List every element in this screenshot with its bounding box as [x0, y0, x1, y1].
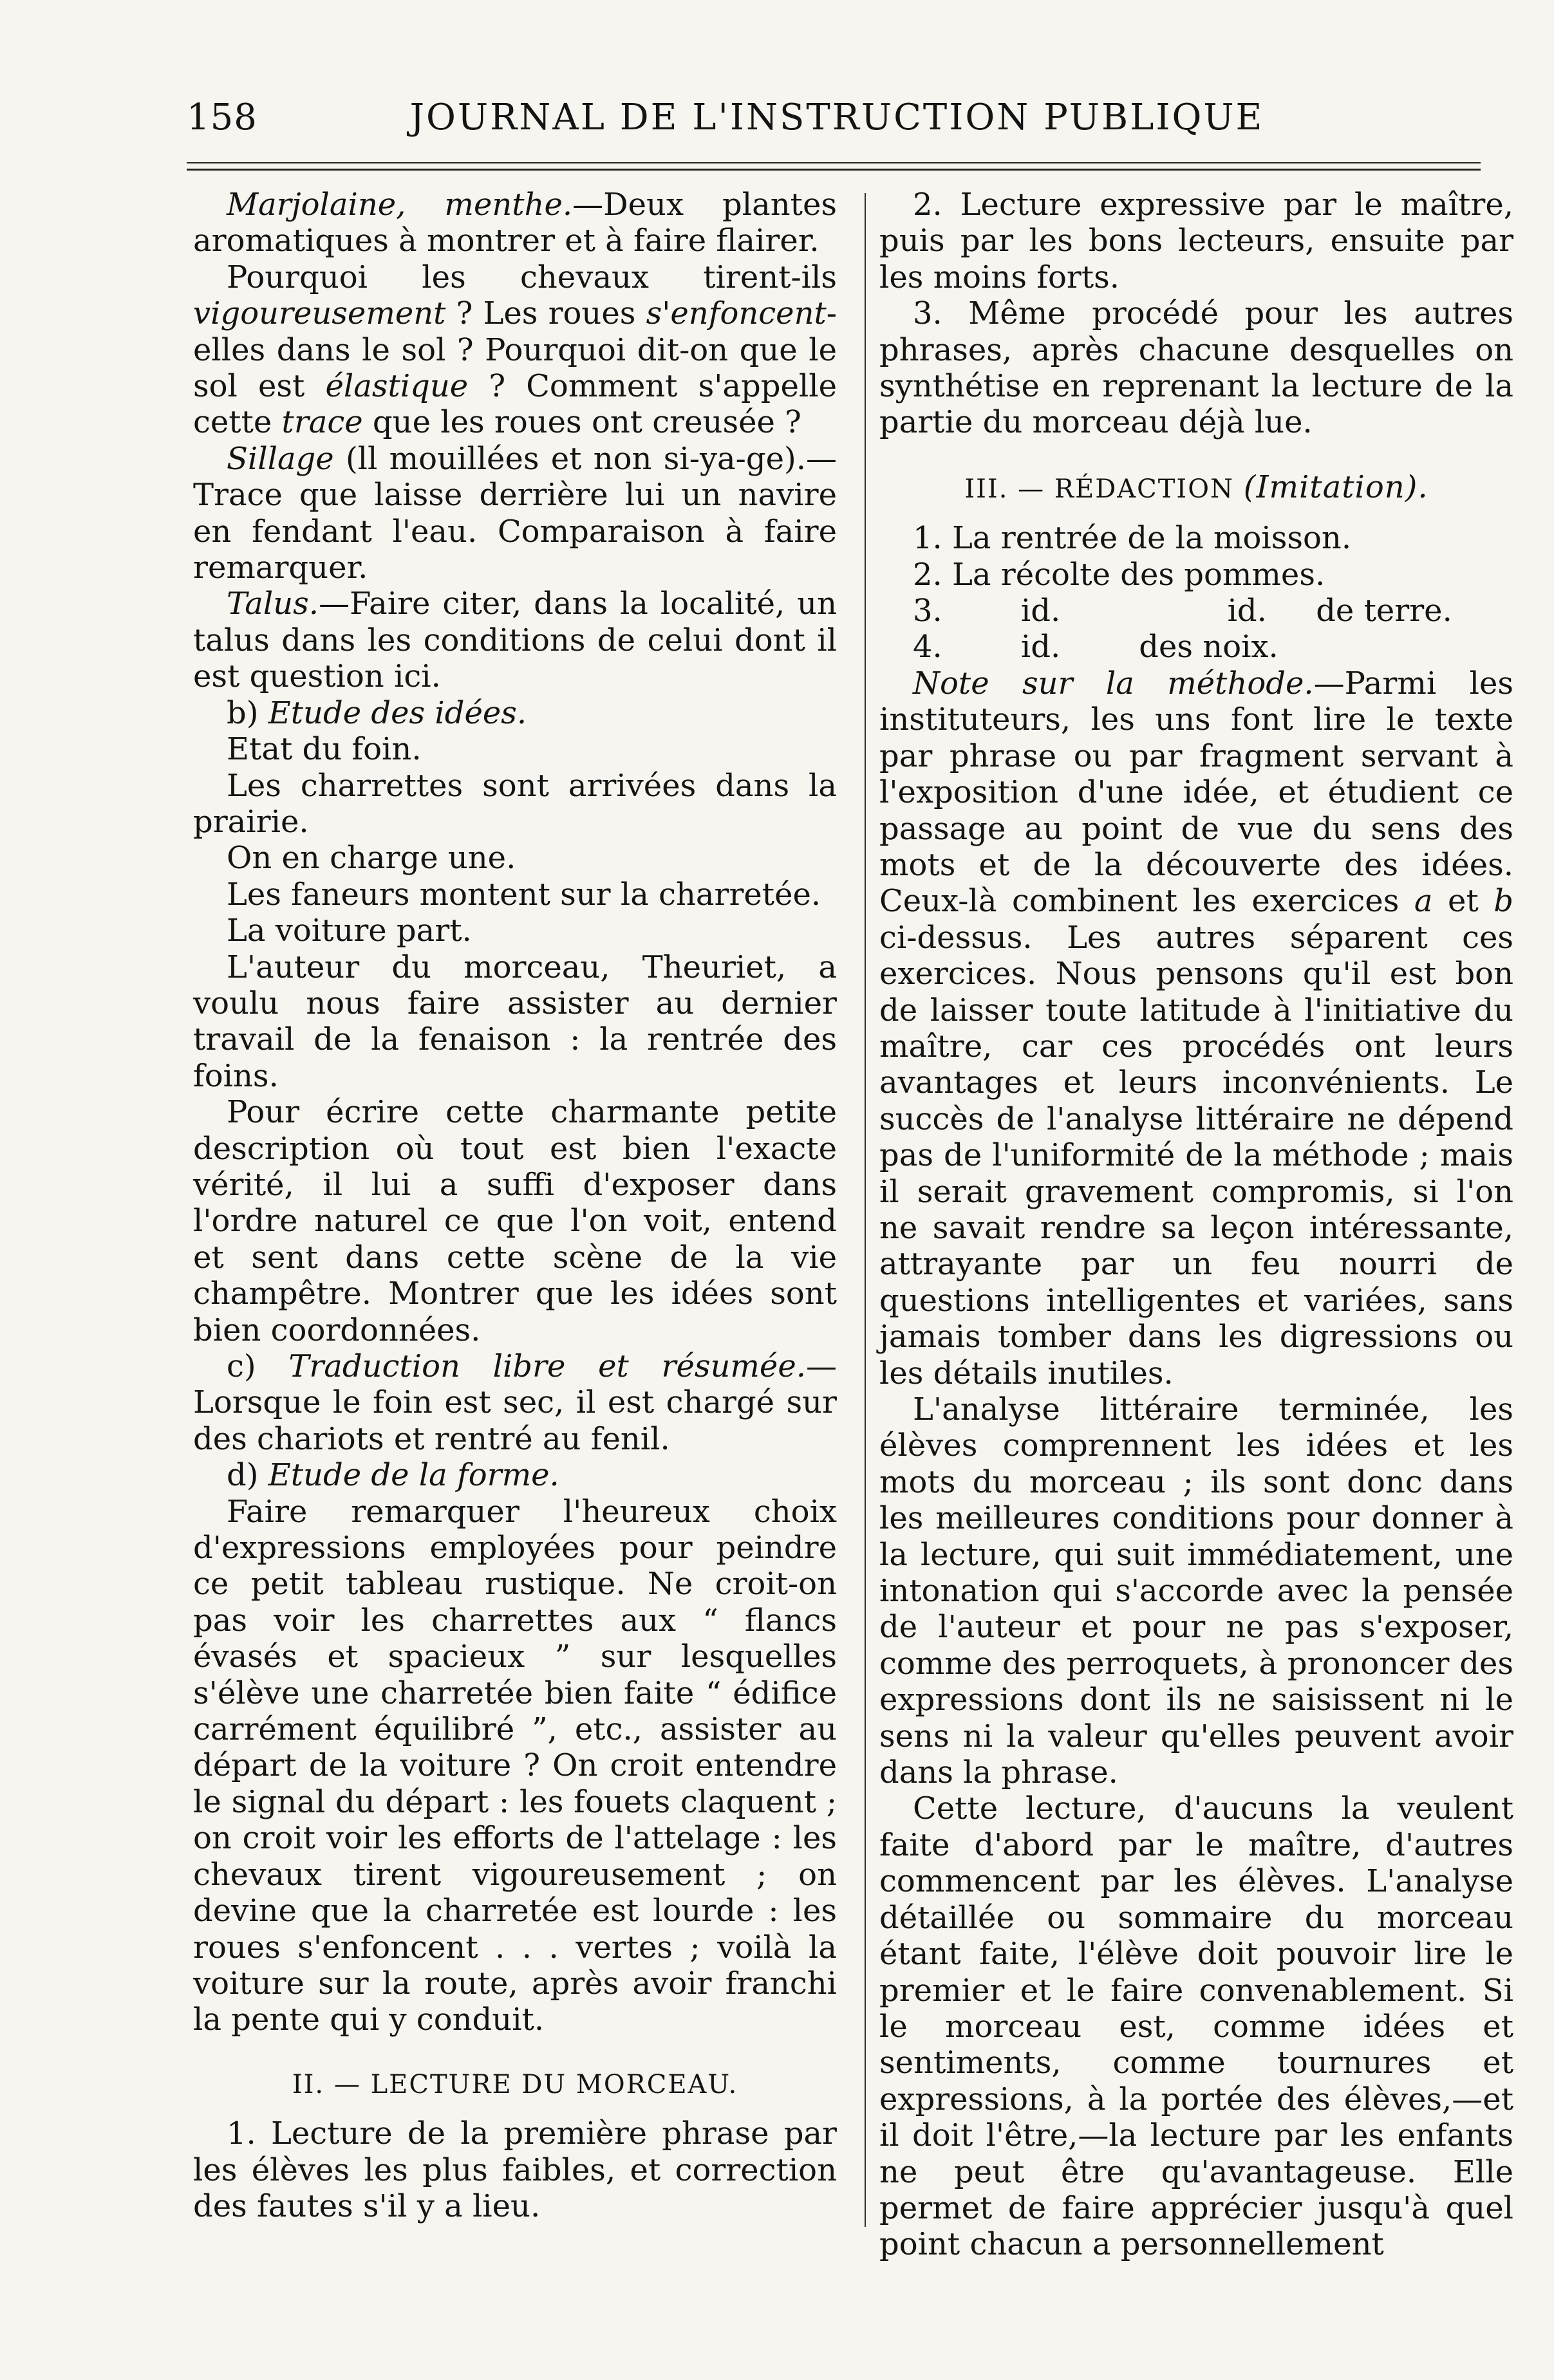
paragraph-analyse: L'analyse littéraire terminée, les élèves comprennent les idées et les mots du morceau ; ils sont donc dans les meilleures conditions pour donner à la lecture, qui suit immédiatement, une intonation qui s'accorde avec la pensée de l'auteur et pour ne pas s'exposer, comme des perroquets, à prononcer des expressions dont ils ne saisissent ni le sens ni la valeur qu'elles peuvent avoir dans la phrase.: [879, 1391, 1513, 1791]
paragraph-sillage: Sillage (ll mouillées et non si-ya-ge).—Trace que laisse derrière lui un navire en fendant l'eau. Comparaison à faire remarquer.: [193, 440, 837, 586]
paragraph-talus: Talus.—Faire citer, dans la localité, un talus dans les conditions de celui dont il est question ici.: [193, 586, 837, 695]
heading-redaction: III. — RÉDACTION (Imitation).: [964, 469, 1428, 505]
list-item: 3. id. id. de terre.: [913, 593, 1452, 629]
header-rule: [187, 162, 1481, 163]
page-number: 158: [187, 97, 257, 138]
subsection-d: d) Etude de la forme.: [227, 1457, 559, 1494]
list-item: 1. La rentrée de la moisson.: [913, 520, 1352, 557]
paragraph-lecture-2: 2. Lecture expressive par le maître, puis par les bons lecteurs, ensuite par les moins forts.: [879, 187, 1513, 295]
column-separator: [865, 193, 866, 2227]
header-rule-thick: [187, 169, 1481, 171]
heading-lecture: II. — LECTURE DU MORCEAU.: [292, 2069, 738, 2099]
list-item: 2. La récolte des pommes.: [913, 556, 1325, 593]
paragraph-questions: Pourquoi les chevaux tirent-ils vigoureusement ? Les roues s'enfoncent-elles dans le sol ? Pourquoi dit-on que le sol est élastique ? Comment s'appelle cette trace que les roues ont creusée ?: [193, 259, 837, 441]
paragraph-description: Pour écrire cette charmante petite description où tout est bien l'exacte vérité, il lui a suffi d'exposer dans l'ordre naturel ce que l'on voit, entend et sent dans cette scène de la vie champêtre. Montrer que les idées sont bien coordonnées.: [193, 1094, 837, 1348]
paragraph-lecture-1: 1. Lecture de la première phrase par les élèves les plus faibles, et correction des fautes s'il y a lieu.: [193, 2115, 837, 2224]
idea-2: Les charrettes sont arrivées dans la prairie.: [193, 767, 837, 840]
idea-5: La voiture part.: [227, 913, 472, 949]
list-item: 4. id. des noix.: [913, 629, 1278, 665]
right-column: [879, 187, 1513, 2263]
paragraph-lecture-3: 3. Même procédé pour les autres phrases, après chacune desquelles on synthétise en reprenant la lecture de la partie du morceau déjà lue.: [879, 295, 1513, 441]
subsection-b: b) Etude des idées.: [227, 694, 527, 731]
idea-4: Les faneurs montent sur la charretée.: [227, 876, 821, 913]
paragraph-cette-lecture: Cette lecture, d'aucuns la veulent faite d'abord par le maître, d'autres commencent par les élèves. L'analyse détaillée ou sommaire du morceau étant faite, l'élève doit pouvoir lire le premier et le faire convenablement. Si le morceau est, comme idées et sentiments, comme tournures et expressions, à la portée des élèves,—et il doit l'être,—la lecture par les enfants ne peut être qu'avantageuse. Elle permet de faire apprécier jusqu'à quel point chacun a personnellement: [879, 1790, 1513, 2263]
paragraph-note-methode: Note sur la méthode.—Parmi les instituteurs, les uns font lire le texte par phrase ou par fragment servant à l'exposition d'une idée, et étudient ce passage au point de vue du sens des mots et de la découverte des idées. Ceux-là combinent les exercices a et b ci-dessus. Les autres séparent ces exercices. Nous pensons qu'il est bon de laisser toute latitude à l'initiative du maître, car ces procédés ont leurs avantages et leurs inconvénients. Le succès de l'analyse littéraire ne dépend pas de l'uniformité de la méthode ; mais il serait gravement compromis, si l'on ne savait rendre sa leçon intéressante, attrayante par un feu nourri de questions intelligentes et variées, sans jamais tomber dans les digressions ou les détails inutiles.: [879, 665, 1513, 1391]
paragraph-auteur: L'auteur du morceau, Theuriet, a voulu nous faire assister au dernier travail de la fenaison : la rentrée des foins.: [193, 949, 837, 1094]
running-title: JOURNAL DE L'INSTRUCTION PUBLIQUE: [409, 97, 1264, 138]
idea-3: On en charge une.: [227, 840, 516, 877]
idea-1: Etat du foin.: [227, 731, 422, 768]
page-header: [187, 97, 1448, 148]
subsection-c: c) Traduction libre et résumée.—Lorsque le foin est sec, il est chargé sur des chariots et rentré au fenil.: [193, 1348, 837, 1457]
left-column: [193, 187, 837, 2224]
paragraph-forme: Faire remarquer l'heureux choix d'expressions employées pour peindre ce petit tableau rustique. Ne croit-on pas voir les charrettes aux “ flancs évasés et spacieux ” sur lesquelles s'élève une charretée bien faite “ édifice carrément équilibré ”, etc., assister au départ de la voiture ? On croit entendre le signal du départ : les fouets claquent ; on croit voir les efforts de l'attelage : les chevaux tirent vigoureusement ; on devine que la charretée est lourde : les roues s'enfoncent . . . vertes ; voilà la voiture sur la route, après avoir franchi la pente qui y conduit.: [193, 1493, 837, 2038]
paragraph-marjolaine: Marjolaine, menthe.—Deux plantes aromatiques à montrer et à faire flairer.: [193, 187, 837, 259]
